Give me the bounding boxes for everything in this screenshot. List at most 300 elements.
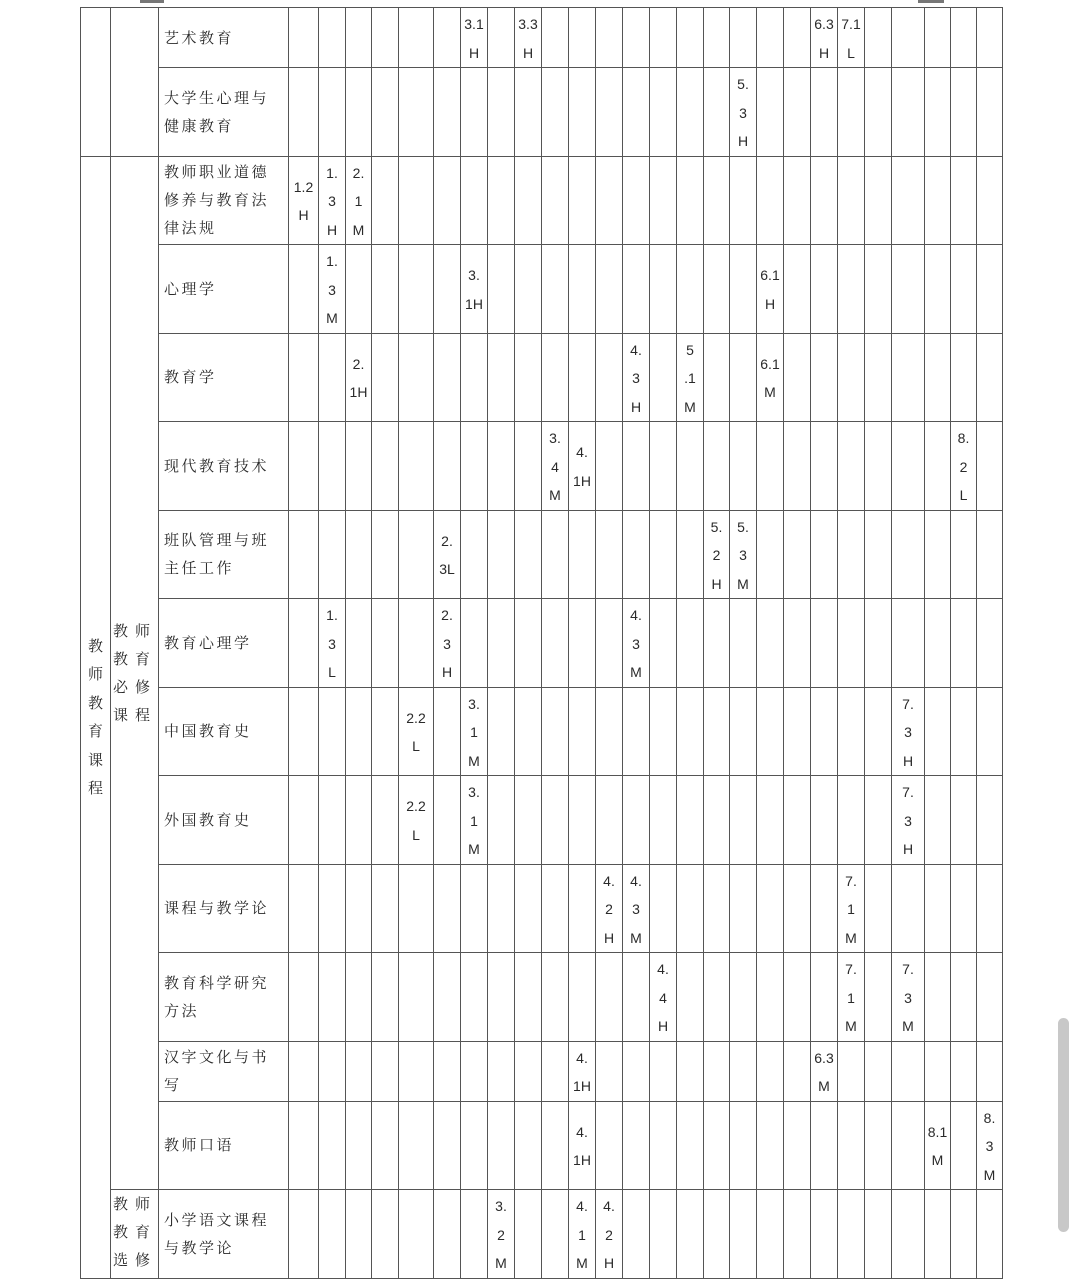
objective-mark: 1. 3 L [319, 599, 346, 688]
empty-cell [319, 8, 346, 68]
empty-cell [838, 1041, 865, 1101]
empty-cell [677, 510, 704, 599]
empty-cell [925, 1041, 951, 1101]
empty-cell [596, 68, 623, 157]
empty-cell [515, 1101, 542, 1190]
objective-mark: 1. 3 M [319, 245, 346, 334]
empty-cell [677, 1190, 704, 1279]
empty-cell [865, 776, 892, 865]
objective-mark: 2. 1H [346, 333, 372, 422]
empty-cell [623, 422, 650, 511]
empty-cell [784, 333, 811, 422]
empty-cell [399, 156, 434, 245]
empty-cell [515, 776, 542, 865]
empty-cell [346, 510, 372, 599]
empty-cell [925, 333, 951, 422]
empty-cell [977, 953, 1003, 1042]
objective-mark: 7.1 L [838, 8, 865, 68]
empty-cell [542, 333, 569, 422]
empty-cell [488, 422, 515, 511]
empty-cell [461, 599, 488, 688]
empty-cell [757, 953, 784, 1042]
objective-mark: 4. 3 H [623, 333, 650, 422]
empty-cell [623, 1190, 650, 1279]
empty-cell [569, 8, 596, 68]
empty-cell [346, 599, 372, 688]
empty-cell [925, 864, 951, 953]
empty-cell [977, 1041, 1003, 1101]
course-name: 教师职业道德修养与教育法律法规 [159, 156, 289, 245]
empty-cell [650, 1101, 677, 1190]
empty-cell [730, 599, 757, 688]
empty-cell [730, 776, 757, 865]
objective-mark: 4. 2 H [596, 864, 623, 953]
table-row [81, 599, 1003, 688]
empty-cell [757, 776, 784, 865]
empty-cell [569, 599, 596, 688]
empty-cell [569, 510, 596, 599]
course-name: 教育心理学 [159, 599, 289, 688]
empty-cell [650, 776, 677, 865]
empty-cell [925, 422, 951, 511]
empty-cell [488, 953, 515, 1042]
empty-cell [596, 510, 623, 599]
empty-cell [515, 510, 542, 599]
empty-cell [515, 422, 542, 511]
empty-cell [951, 953, 977, 1042]
objective-mark: 1. 3 H [319, 156, 346, 245]
empty-cell [399, 245, 434, 334]
empty-cell [542, 864, 569, 953]
empty-cell [677, 1101, 704, 1190]
empty-cell [838, 1190, 865, 1279]
empty-cell [838, 156, 865, 245]
empty-cell [319, 422, 346, 511]
empty-cell [434, 687, 461, 776]
empty-cell [677, 156, 704, 245]
table-row [81, 864, 1003, 953]
empty-cell [865, 1190, 892, 1279]
empty-cell [399, 1041, 434, 1101]
table-row [81, 953, 1003, 1042]
empty-cell [892, 68, 925, 157]
empty-cell [542, 776, 569, 865]
empty-cell [951, 599, 977, 688]
empty-cell [730, 156, 757, 245]
empty-cell [650, 245, 677, 334]
empty-cell [596, 953, 623, 1042]
empty-cell [784, 1041, 811, 1101]
empty-cell [488, 1041, 515, 1101]
empty-cell [677, 245, 704, 334]
empty-cell [677, 953, 704, 1042]
empty-cell [977, 864, 1003, 953]
empty-cell [838, 1101, 865, 1190]
empty-cell [346, 1041, 372, 1101]
objective-mark: 3. 4 M [542, 422, 569, 511]
objective-mark: 2.2 L [399, 776, 434, 865]
empty-cell [977, 245, 1003, 334]
empty-cell [515, 864, 542, 953]
empty-cell [977, 510, 1003, 599]
empty-cell [784, 864, 811, 953]
empty-cell [623, 245, 650, 334]
empty-cell [319, 333, 346, 422]
empty-cell [838, 333, 865, 422]
empty-cell [677, 776, 704, 865]
empty-cell [542, 953, 569, 1042]
empty-cell [977, 422, 1003, 511]
empty-cell [319, 776, 346, 865]
empty-cell [434, 8, 461, 68]
empty-cell [596, 333, 623, 422]
empty-cell [372, 599, 399, 688]
empty-cell [730, 953, 757, 1042]
empty-cell [372, 245, 399, 334]
empty-cell [569, 776, 596, 865]
empty-cell [434, 776, 461, 865]
empty-cell [650, 687, 677, 776]
vertical-scrollbar[interactable] [1058, 1018, 1069, 1232]
empty-cell [289, 510, 319, 599]
empty-cell [977, 68, 1003, 157]
category-cell-blank [81, 8, 111, 157]
empty-cell [838, 68, 865, 157]
empty-cell [925, 953, 951, 1042]
objective-mark: 2. 1 M [346, 156, 372, 245]
empty-cell [542, 1101, 569, 1190]
empty-cell [289, 599, 319, 688]
empty-cell [951, 687, 977, 776]
empty-cell [865, 953, 892, 1042]
empty-cell [289, 953, 319, 1042]
empty-cell [951, 333, 977, 422]
empty-cell [319, 953, 346, 1042]
empty-cell [542, 687, 569, 776]
empty-cell [784, 776, 811, 865]
empty-cell [623, 687, 650, 776]
empty-cell [838, 776, 865, 865]
empty-cell [838, 245, 865, 334]
empty-cell [372, 1101, 399, 1190]
empty-cell [977, 156, 1003, 245]
empty-cell [569, 333, 596, 422]
empty-cell [319, 68, 346, 157]
course-name: 艺术教育 [159, 8, 289, 68]
table-row [81, 1190, 1003, 1279]
objective-mark: 2.2 L [399, 687, 434, 776]
empty-cell [542, 245, 569, 334]
empty-cell [650, 510, 677, 599]
empty-cell [757, 422, 784, 511]
table-row [81, 1041, 1003, 1101]
empty-cell [784, 68, 811, 157]
empty-cell [892, 422, 925, 511]
objective-mark: 6.1 H [757, 245, 784, 334]
empty-cell [372, 156, 399, 245]
empty-cell [784, 599, 811, 688]
empty-cell [977, 776, 1003, 865]
empty-cell [372, 864, 399, 953]
empty-cell [757, 1190, 784, 1279]
empty-cell [346, 776, 372, 865]
empty-cell [542, 1190, 569, 1279]
empty-cell [892, 245, 925, 334]
objective-mark: 5. 3 M [730, 510, 757, 599]
empty-cell [811, 864, 838, 953]
empty-cell [730, 1190, 757, 1279]
objective-mark: 4. 1H [569, 1041, 596, 1101]
empty-cell [515, 245, 542, 334]
table-row [81, 510, 1003, 599]
course-name: 中国教育史 [159, 687, 289, 776]
objective-mark: 1.2 H [289, 156, 319, 245]
objective-mark: 4. 3 M [623, 599, 650, 688]
objective-mark: 4. 2 H [596, 1190, 623, 1279]
objective-mark: 4. 1H [569, 422, 596, 511]
empty-cell [623, 953, 650, 1042]
course-name: 小学语文课程与教学论 [159, 1190, 289, 1279]
table-row [81, 8, 1003, 68]
empty-cell [319, 1190, 346, 1279]
empty-cell [399, 599, 434, 688]
empty-cell [623, 510, 650, 599]
empty-cell [569, 864, 596, 953]
empty-cell [704, 1041, 730, 1101]
objective-mark: 3. 1H [461, 245, 488, 334]
table-row [81, 245, 1003, 334]
empty-cell [704, 1190, 730, 1279]
empty-cell [346, 422, 372, 511]
empty-cell [892, 1190, 925, 1279]
empty-cell [677, 599, 704, 688]
empty-cell [434, 422, 461, 511]
empty-cell [757, 8, 784, 68]
empty-cell [289, 864, 319, 953]
empty-cell [372, 1041, 399, 1101]
empty-cell [677, 1041, 704, 1101]
empty-cell [461, 1101, 488, 1190]
empty-cell [865, 687, 892, 776]
empty-cell [289, 245, 319, 334]
empty-cell [892, 510, 925, 599]
empty-cell [892, 333, 925, 422]
empty-cell [488, 776, 515, 865]
course-name: 班队管理与班主任工作 [159, 510, 289, 599]
empty-cell [865, 156, 892, 245]
empty-cell [542, 8, 569, 68]
empty-cell [434, 953, 461, 1042]
empty-cell [650, 333, 677, 422]
empty-cell [434, 156, 461, 245]
objective-mark: 8. 3 M [977, 1101, 1003, 1190]
empty-cell [951, 1190, 977, 1279]
empty-cell [461, 68, 488, 157]
empty-cell [515, 156, 542, 245]
empty-cell [650, 1190, 677, 1279]
empty-cell [515, 1041, 542, 1101]
empty-cell [811, 953, 838, 1042]
objective-mark: 3. 1 M [461, 687, 488, 776]
empty-cell [704, 68, 730, 157]
empty-cell [925, 776, 951, 865]
empty-cell [372, 422, 399, 511]
empty-cell [977, 333, 1003, 422]
category-label: 教师教育课程 [81, 156, 111, 1278]
empty-cell [434, 864, 461, 953]
empty-cell [346, 687, 372, 776]
empty-cell [730, 864, 757, 953]
empty-cell [461, 333, 488, 422]
objective-mark: 2. 3L [434, 510, 461, 599]
empty-cell [372, 333, 399, 422]
empty-cell [399, 333, 434, 422]
empty-cell [704, 776, 730, 865]
empty-cell [515, 953, 542, 1042]
empty-cell [977, 599, 1003, 688]
empty-cell [757, 599, 784, 688]
empty-cell [319, 864, 346, 953]
empty-cell [784, 1101, 811, 1190]
empty-cell [289, 1190, 319, 1279]
empty-cell [461, 510, 488, 599]
subcategory-required-label: 教师教育必修课程 [111, 156, 159, 1190]
empty-cell [461, 156, 488, 245]
empty-cell [650, 864, 677, 953]
empty-cell [865, 333, 892, 422]
empty-cell [925, 1190, 951, 1279]
course-name: 教育学 [159, 333, 289, 422]
empty-cell [434, 1041, 461, 1101]
empty-cell [838, 687, 865, 776]
empty-cell [319, 687, 346, 776]
empty-cell [704, 953, 730, 1042]
empty-cell [515, 1190, 542, 1279]
empty-cell [596, 599, 623, 688]
empty-cell [346, 245, 372, 334]
empty-cell [542, 1041, 569, 1101]
empty-cell [757, 864, 784, 953]
course-name: 汉字文化与书写 [159, 1041, 289, 1101]
empty-cell [515, 333, 542, 422]
empty-cell [488, 245, 515, 334]
empty-cell [730, 245, 757, 334]
empty-cell [865, 864, 892, 953]
empty-cell [372, 510, 399, 599]
empty-cell [865, 68, 892, 157]
empty-cell [977, 1190, 1003, 1279]
empty-cell [925, 156, 951, 245]
empty-cell [488, 1101, 515, 1190]
empty-cell [623, 156, 650, 245]
empty-cell [757, 510, 784, 599]
empty-cell [811, 1101, 838, 1190]
empty-cell [542, 156, 569, 245]
empty-cell [811, 776, 838, 865]
course-name: 教师口语 [159, 1101, 289, 1190]
empty-cell [372, 8, 399, 68]
empty-cell [488, 687, 515, 776]
objective-mark: 7. 3 H [892, 776, 925, 865]
objective-mark: 7. 1 M [838, 953, 865, 1042]
empty-cell [596, 8, 623, 68]
empty-cell [925, 510, 951, 599]
table-row [81, 422, 1003, 511]
empty-cell [289, 422, 319, 511]
empty-cell [569, 953, 596, 1042]
objective-mark: 4. 1H [569, 1101, 596, 1190]
empty-cell [865, 8, 892, 68]
empty-cell [925, 687, 951, 776]
course-name: 心理学 [159, 245, 289, 334]
empty-cell [977, 687, 1003, 776]
empty-cell [677, 68, 704, 157]
empty-cell [434, 245, 461, 334]
empty-cell [704, 599, 730, 688]
empty-cell [372, 68, 399, 157]
empty-cell [704, 422, 730, 511]
empty-cell [346, 1190, 372, 1279]
empty-cell [730, 333, 757, 422]
empty-cell [811, 68, 838, 157]
empty-cell [704, 333, 730, 422]
empty-cell [784, 245, 811, 334]
objective-mark: 4. 4 H [650, 953, 677, 1042]
empty-cell [757, 1101, 784, 1190]
objective-mark: 7. 3 H [892, 687, 925, 776]
empty-cell [399, 422, 434, 511]
empty-cell [784, 953, 811, 1042]
empty-cell [399, 1101, 434, 1190]
empty-cell [730, 1101, 757, 1190]
empty-cell [461, 422, 488, 511]
empty-cell [838, 510, 865, 599]
empty-cell [289, 776, 319, 865]
empty-cell [461, 864, 488, 953]
empty-cell [811, 687, 838, 776]
empty-cell [461, 1041, 488, 1101]
empty-cell [892, 599, 925, 688]
objective-mark: 4. 1 M [569, 1190, 596, 1279]
empty-cell [372, 1190, 399, 1279]
empty-cell [650, 8, 677, 68]
empty-cell [865, 245, 892, 334]
empty-cell [289, 1041, 319, 1101]
course-name: 外国教育史 [159, 776, 289, 865]
empty-cell [865, 1041, 892, 1101]
empty-cell [434, 68, 461, 157]
empty-cell [951, 68, 977, 157]
empty-cell [488, 510, 515, 599]
empty-cell [319, 1101, 346, 1190]
objective-mark: 6.3 M [811, 1041, 838, 1101]
empty-cell [677, 422, 704, 511]
empty-cell [784, 687, 811, 776]
empty-cell [319, 510, 346, 599]
empty-cell [677, 8, 704, 68]
empty-cell [488, 599, 515, 688]
empty-cell [372, 776, 399, 865]
empty-cell [677, 864, 704, 953]
empty-cell [811, 422, 838, 511]
empty-cell [650, 156, 677, 245]
empty-cell [569, 68, 596, 157]
empty-cell [951, 776, 977, 865]
empty-cell [704, 864, 730, 953]
empty-cell [925, 245, 951, 334]
empty-cell [925, 599, 951, 688]
empty-cell [704, 156, 730, 245]
